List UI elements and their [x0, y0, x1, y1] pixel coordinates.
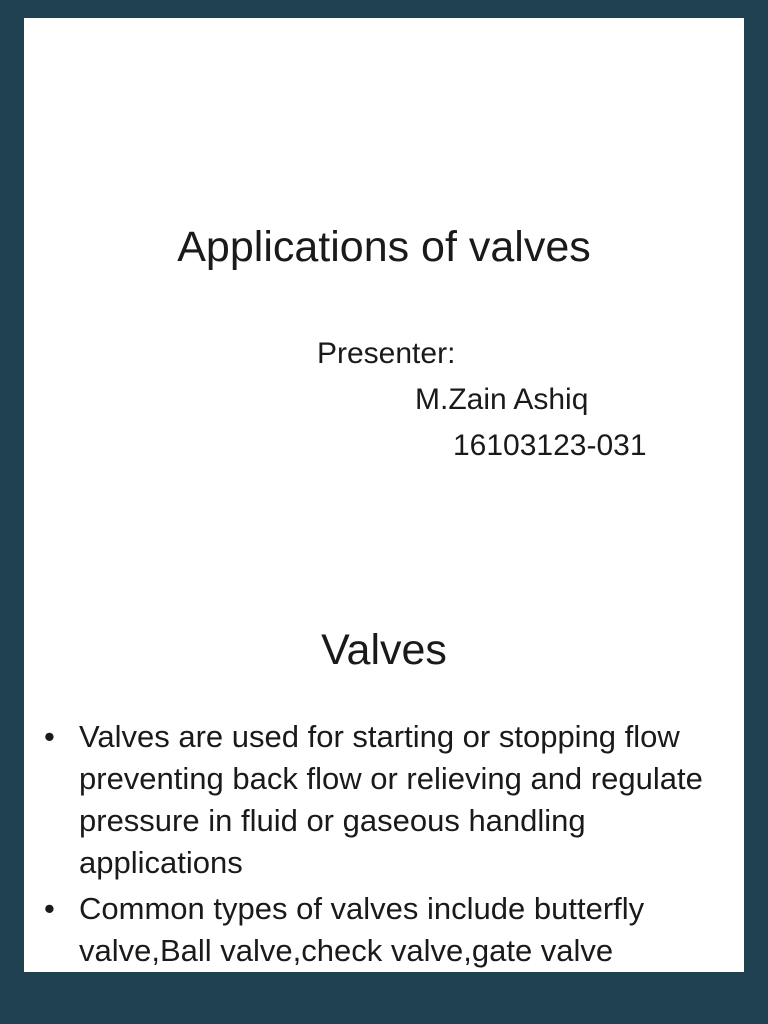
bullet-line: Common types of valves include butterfly	[79, 891, 645, 926]
bullet-text	[79, 716, 703, 884]
bullet-item	[44, 716, 703, 884]
bullet-line: pressure in fluid or gaseous handling	[79, 803, 586, 838]
bullet-line: Valves are used for starting or stopping flow	[79, 719, 680, 754]
bullet-text	[79, 888, 644, 972]
slide1-title: Applications of valves	[177, 223, 591, 271]
bullet-item	[44, 888, 644, 972]
bullet-line: valve,Ball valve,check valve,gate valve	[79, 933, 614, 968]
presenter-label: Presenter:	[317, 337, 456, 370]
bullet-line: applications	[79, 845, 243, 880]
bullet-icon: •	[44, 891, 55, 926]
presenter-id: 16103123-031	[453, 429, 647, 462]
viewer-frame-left	[0, 0, 24, 1024]
presenter-name: M.Zain Ashiq	[415, 383, 589, 416]
slide2-title: Valves	[321, 626, 447, 674]
viewer-frame-bottom	[0, 972, 768, 1024]
bullet-line: preventing back flow or relieving and regulate	[79, 761, 703, 796]
viewer-frame-right	[744, 0, 768, 1024]
bullet-icon: •	[44, 719, 55, 754]
viewer-frame-top	[0, 0, 768, 18]
